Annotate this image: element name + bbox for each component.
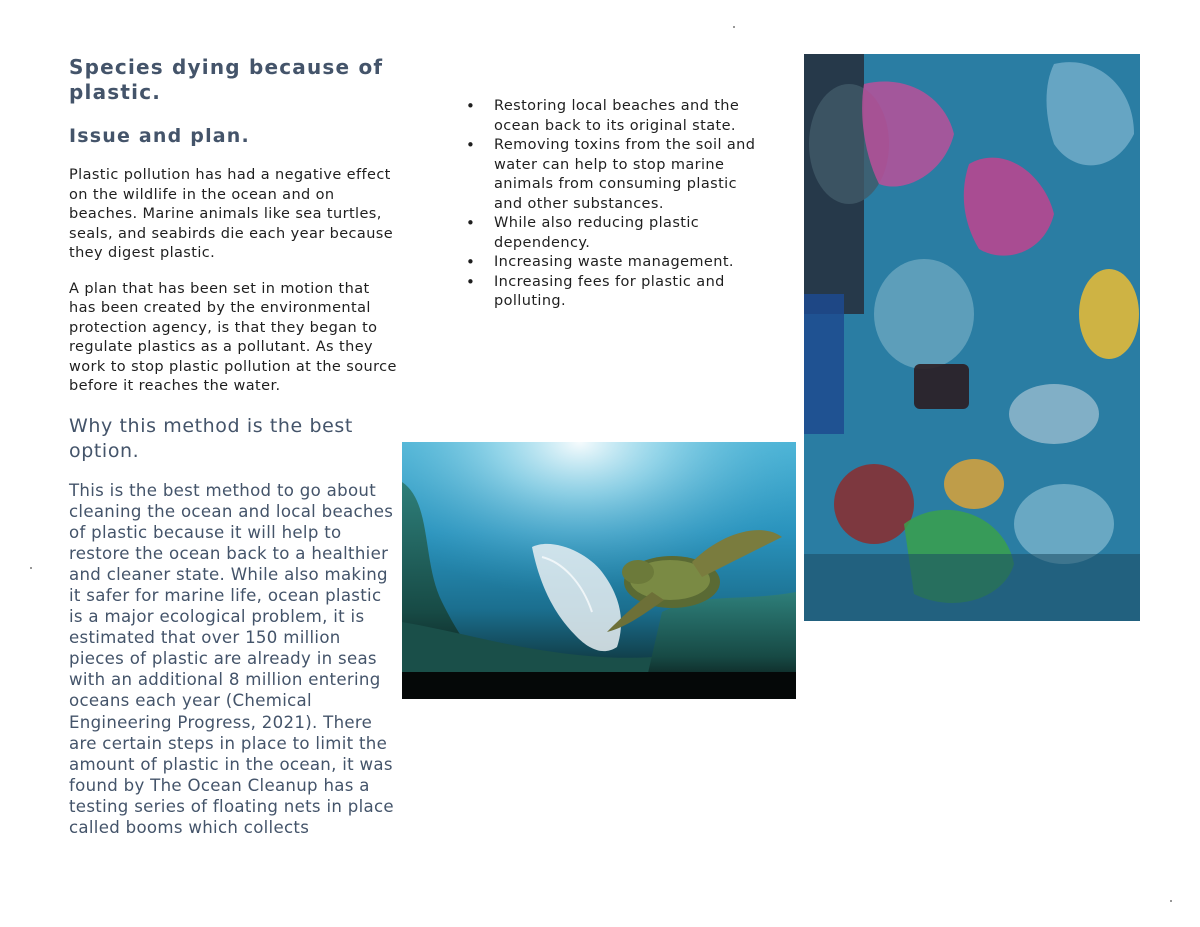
list-item: • Restoring local beaches and the ocean back to its original state. [466, 97, 766, 136]
floating-plastic-photo [804, 54, 1140, 621]
bullet-list [466, 97, 766, 312]
plastic-debris-illustration [804, 54, 1140, 621]
section-heading-why: Why this method is the best option. [69, 414, 353, 462]
paragraph-plan: A plan that has been set in motion that has been created by the environmental protection agency, is that they began to regulate plastics as a pollutant. As they work to stop plastic pollution at the source before it reaches the water. [69, 280, 397, 394]
stray-mark [733, 26, 735, 28]
paragraph-why: This is the best method to go about cleaning the ocean and local beaches of plastic because it will help to restore the ocean back to a healthier and cleaner state. While also making it safer for marine life, ocean plastic is a major ecological problem, it is estimated that over 150 million pieces of plastic are already in seas with an additional 8 million entering oceans each year (Chemical Engineering Progress, 2021). There are certain steps in place to limit the amount of plastic in the ocean, it was found by The Ocean Cleanup has a testing series of floating nets in place called booms which collects [69, 480, 394, 837]
list-item: • Removing toxins from the soil and water can help to stop marine animals from consuming plastic and other substances. [466, 136, 766, 214]
paragraph-issue: Plastic pollution has had a negative effect on the wildlife in the ocean and on beaches. Marine animals like sea turtles, seals, and seabirds die each year because they digest plastic. [69, 167, 394, 261]
stray-mark [30, 567, 32, 569]
sea-turtle-photo [402, 442, 796, 699]
left-column [69, 55, 399, 838]
section-heading-issue: Issue and plan. [69, 125, 250, 147]
list-item: • Increasing waste management. [466, 253, 766, 273]
stray-mark [1170, 900, 1172, 902]
page-title: Species dying because of plastic. [69, 55, 384, 104]
sea-turtle-illustration [402, 442, 796, 699]
list-item: • While also reducing plastic dependency. [466, 214, 766, 253]
list-item: • Increasing fees for plastic and polluting. [466, 273, 766, 312]
